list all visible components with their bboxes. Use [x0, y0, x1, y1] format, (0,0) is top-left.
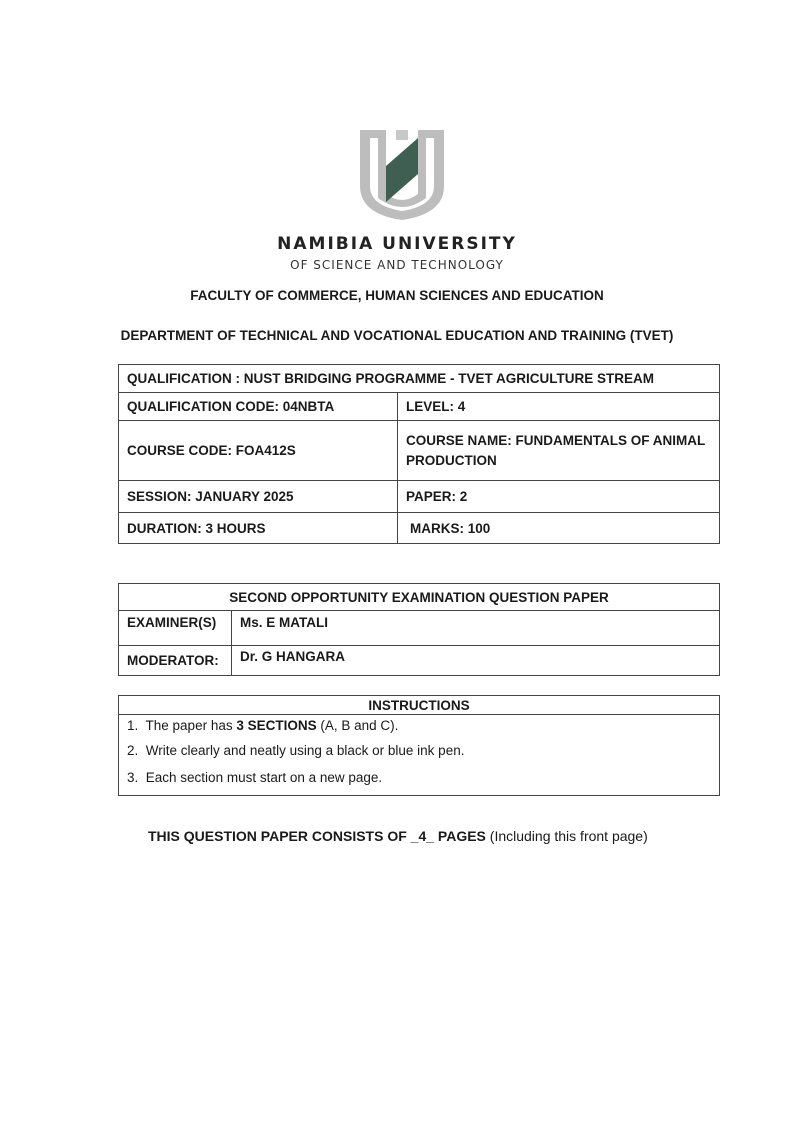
examiner-label: EXAMINER(S) — [119, 611, 232, 646]
qualification-cell: QUALIFICATION : NUST BRIDGING PROGRAMME - TVET AGRICULTURE STREAM — [119, 365, 720, 393]
instruction-text: The paper has — [145, 718, 237, 733]
instruction-text: (A, B and C). — [316, 718, 399, 733]
duration-cell: DURATION: 3 HOURS — [119, 513, 398, 544]
course-name-cell: COURSE NAME: FUNDAMENTALS OF ANIMAL PRODUCTION — [398, 421, 720, 481]
instructions-table — [118, 695, 720, 796]
exam-title-cell: SECOND OPPORTUNITY EXAMINATION QUESTION PAPER — [119, 584, 720, 611]
faculty-heading: FACULTY OF COMMERCE, HUMAN SCIENCES AND EDUCATION — [190, 288, 604, 303]
qualification-code-cell: QUALIFICATION CODE: 04NBTA — [119, 393, 398, 421]
instruction-item — [119, 715, 720, 734]
instruction-number: 2. — [127, 742, 139, 758]
instruction-number: 3. — [127, 770, 139, 786]
instruction-bold-text: 3 SECTIONS — [236, 718, 317, 733]
instruction-item — [119, 761, 720, 795]
university-logo — [356, 126, 448, 222]
page-count-bold: THIS QUESTION PAPER CONSISTS OF _4_ PAGES — [148, 828, 486, 844]
instruction-text: Write clearly and neatly using a black or blue ink pen. — [145, 742, 465, 758]
level-cell: LEVEL: 4 — [398, 393, 720, 421]
instruction-item — [119, 733, 720, 761]
instruction-text: Each section must start on a new page. — [145, 770, 383, 786]
course-code-cell: COURSE CODE: FOA412S — [119, 421, 398, 481]
moderator-label: MODERATOR: — [119, 646, 232, 676]
university-subtitle: OF SCIENCE AND TECHNOLOGY — [290, 258, 504, 272]
paper-cell: PAPER: 2 — [398, 481, 720, 513]
page-count-note-text: (Including this front page) — [485, 828, 648, 844]
page-count-note — [148, 828, 648, 844]
exam-info-table — [118, 583, 720, 676]
instruction-number: 1. — [127, 718, 139, 733]
department-heading: DEPARTMENT OF TECHNICAL AND VOCATIONAL EDUCATION AND TRAINING (TVET) — [120, 328, 674, 343]
marks-cell: MARKS: 100 — [398, 513, 720, 544]
university-name: NAMIBIA UNIVERSITY — [277, 234, 517, 254]
session-cell: SESSION: JANUARY 2025 — [119, 481, 398, 513]
examiner-value: Ms. E MATALI — [232, 611, 720, 646]
course-info-table — [118, 364, 720, 544]
instructions-title: INSTRUCTIONS — [119, 696, 720, 715]
moderator-value: Dr. G HANGARA — [232, 646, 720, 676]
